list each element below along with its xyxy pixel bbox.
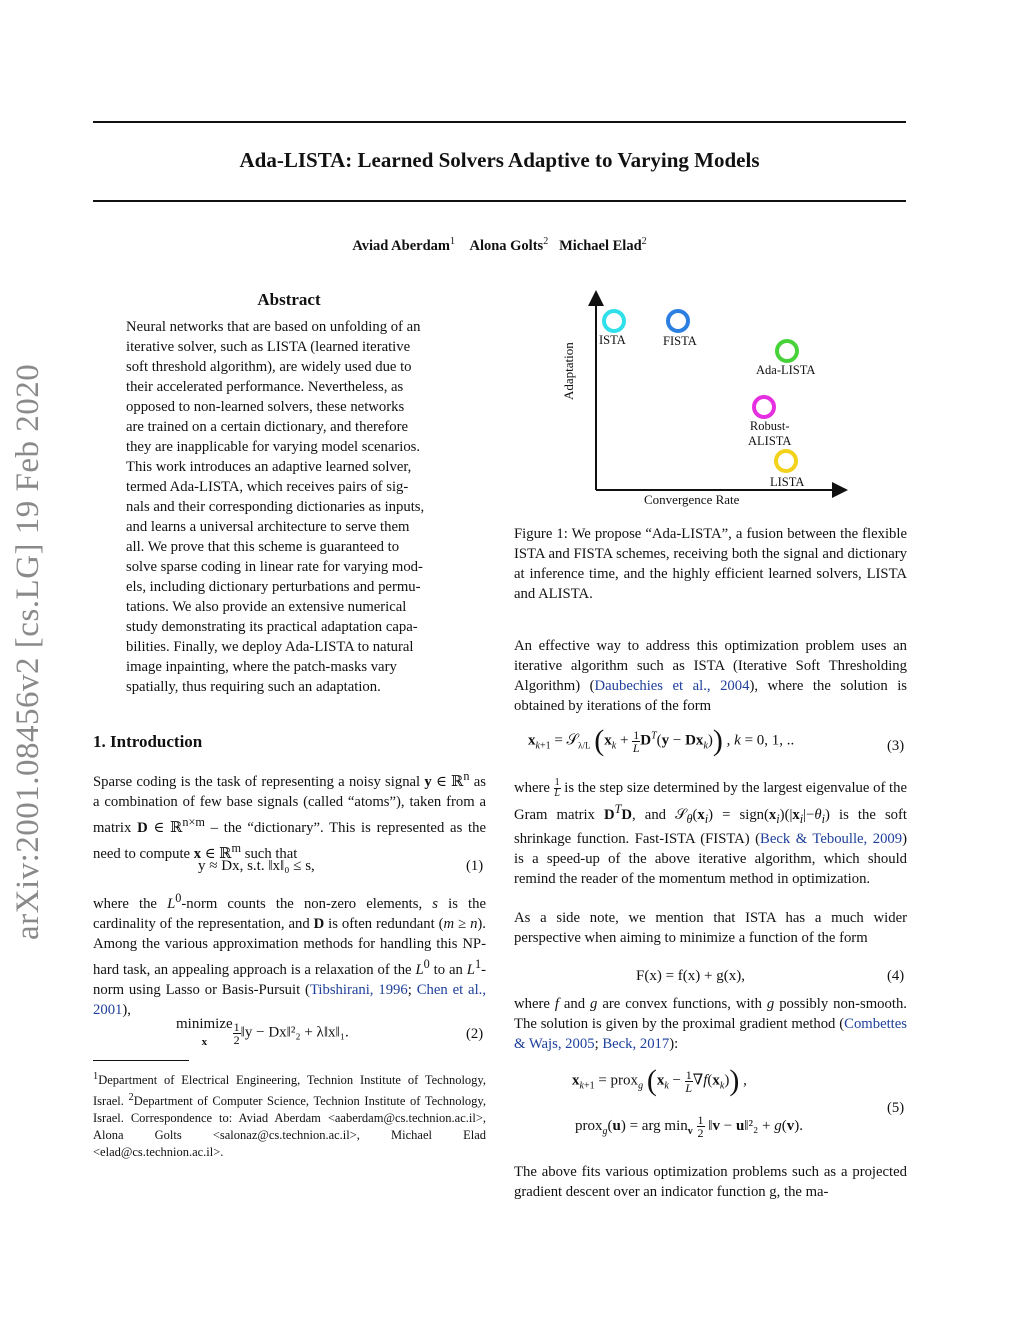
- equation-1-number: (1): [466, 858, 484, 874]
- title-top-rule: [93, 121, 906, 123]
- abstract-line: study demonstrating its practical adaptation capa-: [126, 619, 418, 635]
- equation-3: $x_{k+1}$ = 𝒮$_{\lambda/L}$ ($x_k$ + $\frac{1}{L}$ $D^T(y - Dx_k)$) , k = 0, 1, ..: [528, 724, 795, 757]
- citation-link[interactable]: Beck, 2017: [602, 1036, 670, 1052]
- abstract-line: tations. We also provide an extensive numerical: [126, 599, 407, 615]
- right-paragraph-3: As a side note, we mention that ISTA has a much wider perspective when aiming to minimize a function of the form: [514, 910, 907, 946]
- citation-link[interactable]: Tibshirani, 1996: [309, 981, 408, 998]
- abstract-line: bilities. Finally, we deploy Ada-LISTA to natural: [126, 639, 414, 655]
- right-paragraph-5: The above fits various optimization problems such as a projected gradient descent over an indicator function g, the ma-: [514, 1164, 907, 1200]
- equation-3-number: (3): [887, 738, 905, 754]
- intro-paragraph-2: where the $L^0$-norm counts the non-zero elements, s is the cardinality of the representation, and D is often redundant (m ≥ n). Among the various approximation methods for handling this NP-hard task, an appealing approach is a relaxation of the $L^0$ to an $L^1$-norm using Lasso or Basis-Pursuit (Tibshirani, 1996; Chen et al., 2001),: [93, 891, 486, 1018]
- citation-link[interactable]: Combettes & Wajs, 2005: [514, 1016, 907, 1052]
- abstract-line: els, including dictionary perturbations and permu-: [126, 579, 421, 595]
- citation-link[interactable]: Chen et al., 2001: [93, 981, 486, 1018]
- equation-5a: $x_{k+1}$ = prox$_g$ ($x_k$ − $\frac{1}{L}$ $\nabla f(x_k)$) ,: [572, 1064, 747, 1097]
- abstract-line: their accelerated performance. Nevertheless, as: [126, 379, 404, 395]
- citation-link[interactable]: Beck & Teboulle, 2009: [760, 830, 903, 847]
- abstract-line: spatially, thus requiring such an adaptation.: [126, 679, 381, 695]
- abstract-line: image inpainting, where the patch-masks vary: [126, 659, 397, 675]
- equation-5-number: (5): [887, 1100, 905, 1116]
- intro-paragraph-1: Sparse coding is the task of representing a noisy signal y ∈ ℝ$^n$ as a combination of few base signals (called “atoms”), taken from a matrix D ∈ ℝ$^{n\times m}$ – the “dictionary”. This is represented as the need to compute x ∈ ℝ$^m$ such that: [93, 769, 486, 862]
- author-affiliation: 2: [641, 236, 647, 247]
- abstract-line: soft threshold algorithm), are widely used due to: [126, 359, 412, 375]
- author-list: [93, 236, 906, 255]
- equation-2: minimize x $\frac{1}{2}$ ‖y − Dx‖²₂ + λ‖x‖₁.: [176, 1016, 349, 1048]
- section-heading-introduction: 1. Introduction: [93, 732, 203, 751]
- y-axis-label: Adaptation: [561, 342, 576, 400]
- robust-alista-label: Robust- ALISTA: [748, 419, 792, 448]
- figure-1-caption: Figure 1: We propose “Ada-LISTA”, a fusion between the flexible ISTA and FISTA schemes, receiving both the signal and dictionary at inference time, and the highly efficient learned solvers, LISTA and ALISTA.: [514, 526, 907, 602]
- author-affiliation: 2: [543, 236, 549, 247]
- equation-2-number: (2): [466, 1026, 484, 1042]
- abstract-line: This work introduces an adaptive learned solver,: [126, 459, 412, 475]
- author-name: Aviad Aberdam: [352, 237, 450, 254]
- arxiv-identifier: arXiv:2001.08456v2 [cs.LG] 19 Feb 2020: [10, 363, 46, 940]
- abstract-line: iterative solver, such as LISTA (learned iterative: [126, 339, 411, 355]
- equation-5b: prox$_g$(u) = arg $\min_v$ $\frac{1}{2}$ ‖v − u‖²₂ + g(v).: [575, 1113, 803, 1140]
- right-paragraph-4: where f and g are convex functions, with g possibly non-smooth. The solution is given by the proximal gradient method (Combettes & Wajs, 2005; Beck, 2017):: [514, 996, 907, 1052]
- equation-4: F(x) = f(x) + g(x),: [636, 968, 745, 984]
- author-affiliation: 1: [449, 236, 455, 247]
- equation-1: y ≈ Dx, s.t. ‖x‖₀ ≤ s,: [198, 858, 315, 874]
- abstract-line: solve sparse coding in linear rate for varying mod-: [126, 559, 423, 575]
- footnote-affiliations: $^1$Department of Electrical Engineering, Technion Institute of Technology, Israel. $^2$Department of Computer Science, Technion Institute of Technology, Israel. Correspondence to: Aviad Aberdam <aaberdam@cs.technion.ac.il>, Alona Golts <salonaz@cs.technion.ac.il>, Michael Elad <elad@cs.technion.ac.il>.: [93, 1071, 486, 1160]
- abstract-heading: Abstract: [257, 290, 321, 309]
- paper-title: Ada-LISTA: Learned Solvers Adaptive to Varying Models: [239, 148, 760, 172]
- right-paragraph-2: where $\frac{1}{L}$ is the step size determined by the largest eigenvalue of the Gram matrix $D^TD$, and $𝒮_\theta(x_i)$ = $sign(x_i)(|x_i|-\theta_i)$ is the soft shrinkage function. Fast-ISTA (FISTA) (Beck & Teboulle, 2009) is a speed-up of the above iterative algorithm, which should remind the reader of the momentum method in optimization.: [514, 777, 908, 887]
- ada-lista-label: Ada-LISTA: [756, 363, 816, 377]
- footnote-rule: [93, 1060, 189, 1061]
- citation-link[interactable]: Daubechies et al., 2004: [594, 678, 750, 694]
- title-bottom-rule: [93, 200, 906, 202]
- abstract-line: all. We prove that this scheme is guaranteed to: [126, 539, 400, 555]
- abstract-line: Neural networks that are based on unfolding of an: [126, 319, 421, 335]
- right-paragraph-1: An effective way to address this optimization problem uses an iterative algorithm such as ISTA (Iterative Soft Thresholding Algorithm) (Daubechies et al., 2004), where the solution is obtained by iterations of the form: [514, 638, 907, 714]
- author-name: Alona Golts: [469, 237, 544, 254]
- abstract-line: are trained on a certain dictionary, and therefore: [126, 419, 409, 435]
- robust-alista-marker: [752, 395, 776, 419]
- ista-marker: [602, 309, 626, 333]
- abstract-line: nals and their corresponding dictionaries as inputs,: [126, 499, 425, 515]
- equation-4-number: (4): [887, 968, 905, 984]
- fista-marker: [666, 309, 690, 333]
- ada-lista-marker: [775, 339, 799, 363]
- abstract-line: and learns a universal architecture to serve them: [126, 519, 410, 535]
- abstract-line: they are inapplicable for varying model scenarios.: [126, 439, 421, 455]
- lista-label: LISTA: [770, 475, 805, 489]
- x-axis-label: Convergence Rate: [644, 492, 740, 507]
- lista-marker: [774, 449, 798, 473]
- abstract-text: [126, 317, 452, 697]
- ista-label: ISTA: [599, 333, 626, 347]
- abstract-line: opposed to non-learned solvers, these networks: [126, 399, 405, 415]
- fista-label: FISTA: [663, 334, 697, 348]
- author-name: Michael Elad: [559, 237, 642, 254]
- abstract-line: termed Ada-LISTA, which receives pairs of sig-: [126, 479, 409, 495]
